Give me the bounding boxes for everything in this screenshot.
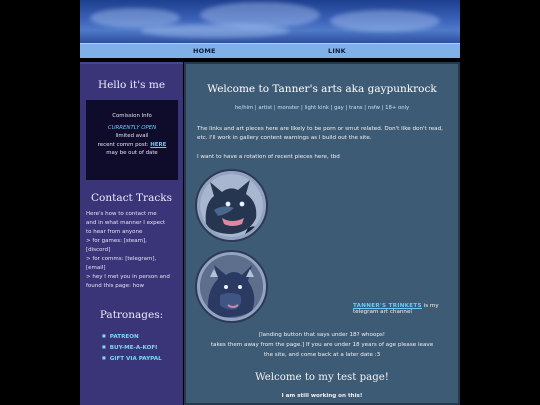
patronage-list	[102, 331, 162, 364]
commission-recent	[86, 141, 178, 149]
working-note: I am still working on this!	[281, 393, 363, 399]
under18-line-1: [landing button that says under 18? whoops!	[258, 332, 386, 338]
test-page-title: Welcome to my test page!	[255, 372, 389, 383]
commission-availability: limited avail	[115, 133, 149, 140]
commission-note: may be out of date	[106, 149, 158, 156]
page-title: Welcome to Tanner's arts aka gaypunkrock	[207, 83, 437, 95]
commission-recent-link[interactable]: HERE	[150, 141, 167, 148]
commission-status: CURRENTLY OPEN	[107, 125, 157, 132]
contact-line: and in what manner I expect	[86, 220, 166, 226]
sidebar-greeting: Hello it's me	[97, 79, 166, 91]
commission-title: Comission Info	[112, 113, 152, 119]
nav-link-link[interactable]: LINK	[328, 47, 346, 55]
under18-line-3: the site, and come back at a later date :3	[263, 352, 381, 358]
contact-text	[86, 210, 181, 291]
tag-line: he/him | artist | monster | light kink | gay | trans | nsfw | 18+ only	[234, 105, 410, 111]
kofi-link-label[interactable]: BUY-ME-A-KOFI	[109, 345, 158, 351]
paypal-link-label[interactable]: GIFT VIA PAYPAL	[109, 356, 162, 362]
contact-line: > for games: [steam],	[86, 238, 147, 244]
telegram-line	[353, 303, 458, 315]
kofi-link[interactable]	[102, 342, 162, 353]
avatar-inner	[200, 255, 263, 318]
patreon-link-label[interactable]: PATREON	[109, 334, 139, 340]
patreon-link[interactable]	[102, 331, 162, 342]
commission-recent-label: recent comm post:	[97, 141, 149, 148]
commission-box	[86, 100, 178, 180]
telegram-link[interactable]: TANNER'S TRINKETS	[353, 303, 422, 309]
page-container	[80, 0, 460, 405]
contact-title: Contact Tracks	[91, 192, 172, 204]
cloud-decoration	[330, 10, 440, 32]
under18-line-2: takes them away from the page.] If you are under 18 years of age please leave	[210, 342, 434, 348]
patronages-title: Patronages:	[99, 309, 164, 321]
header-banner	[80, 0, 460, 43]
horse-avatar-icon[interactable]	[195, 250, 268, 323]
contact-line: to hear from anyone	[86, 229, 143, 235]
contact-line: [discord]	[86, 247, 111, 253]
paypal-link[interactable]	[102, 353, 162, 364]
rotation-note: I want to have a rotation of recent pieces here, tbd	[197, 154, 340, 160]
main-content	[184, 62, 460, 405]
nav-home-link[interactable]: HOME	[193, 47, 216, 55]
avatar-inner	[200, 174, 263, 237]
telegram-suffix: is my telegram art channel	[353, 303, 439, 315]
dragon-art	[200, 174, 263, 237]
dragon-avatar-icon[interactable]	[195, 169, 268, 242]
cloud-decoration	[140, 24, 290, 38]
contact-line: Here's how to contact me	[86, 211, 157, 217]
contact-line: found this page: how	[86, 283, 144, 289]
contact-line: [email]	[86, 265, 106, 271]
horse-art	[200, 255, 263, 318]
nav-bar	[80, 43, 460, 58]
content-warning: The links and art pieces here are likely to be porn or smut related. Don't like don't read, etc. I'll work in gallery content warnings as I build out the site.	[197, 126, 443, 141]
contact-line: > for comms: [telegram],	[86, 256, 157, 262]
contact-line: > hey I met you in person and	[86, 274, 170, 280]
